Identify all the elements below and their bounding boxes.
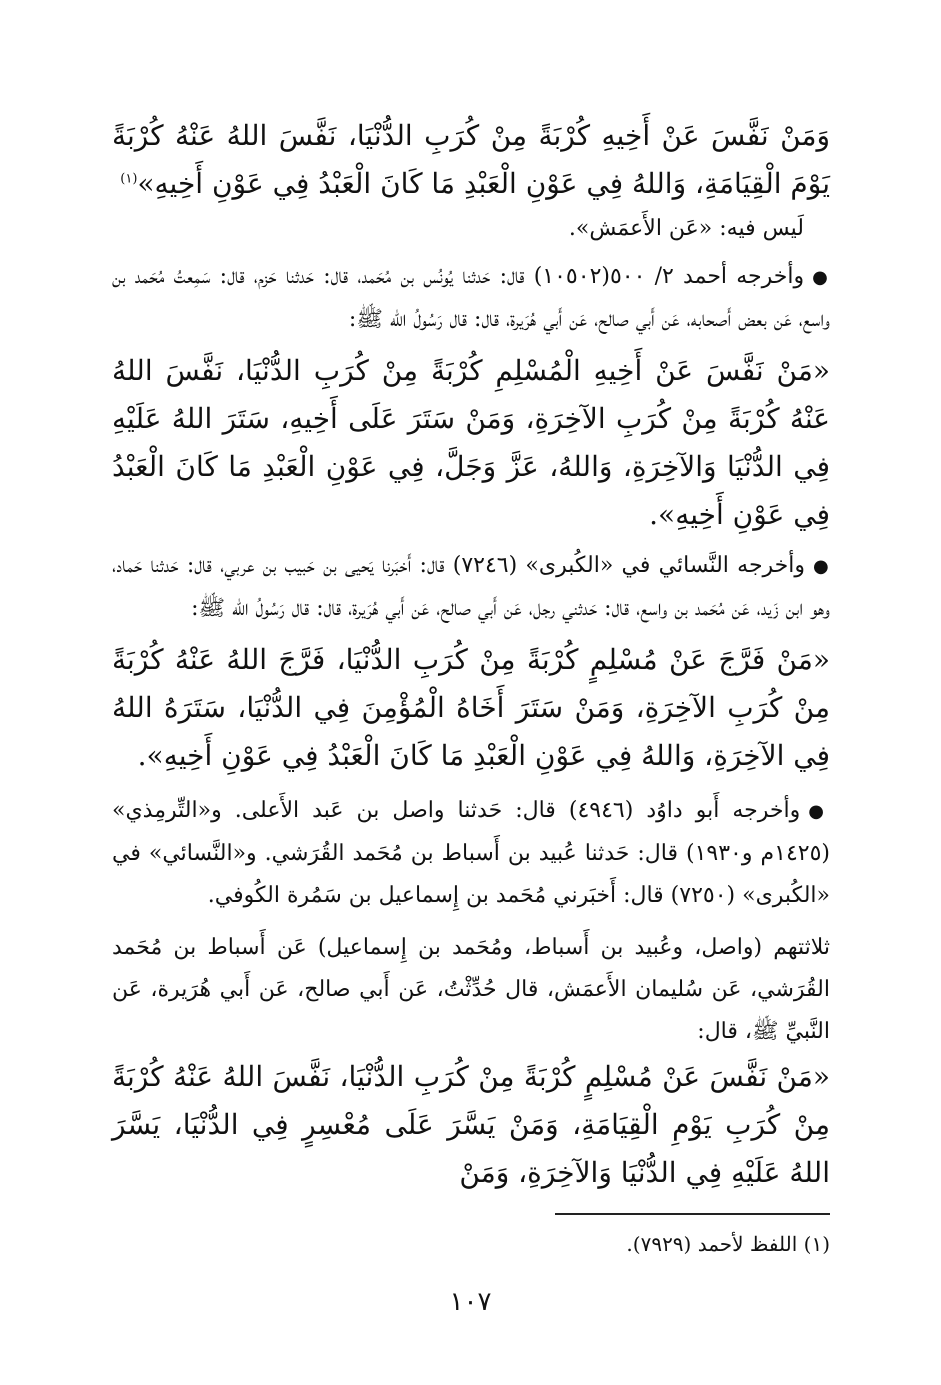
narration-abu-dawud-text: وأخرجه أَبو داوُد (٤٩٤٦) قال: حَدثنا واصل بن عَبد الأَعلى. و«التِّرمِذي» (١٤٢٥م و١٩٣٠) قال: حَدثنا عُبيد بن أَسباط بن مُحَمد القُرَشي. و«النَّسائي» في «الكُبرى» (٧٢٥٠) قال: أَخبَرني مُحَمد بن إِسماعيل بن سَمُرة الكُوفي. bbox=[112, 798, 830, 908]
page-number: ١٠٧ bbox=[449, 1287, 492, 1317]
narration-abu-dawud bbox=[112, 790, 830, 917]
narration-ahmad bbox=[112, 256, 830, 341]
bullet-icon: ● bbox=[812, 267, 830, 288]
bullet-icon: ● bbox=[808, 801, 830, 822]
narration-nasai bbox=[112, 545, 830, 630]
note-line: لَيس فيه: «عَن الأَعمَش». bbox=[568, 216, 804, 241]
footnote-divider bbox=[555, 1213, 830, 1215]
footnote-reference[interactable]: (١) bbox=[120, 171, 138, 187]
narration-ahmad-text: وأخرجه أحمد ٢/ ٥٠٠(١٠٥٠٢) قال: حَدثنا يُونُس بن مُحَمد، قال: حَدثنا حَزم، قال: سَمِعتُ مُحَمد بن واسع، عَن بعض أَصحابه، عَن أَبي صالح، عَن أَبي هُرَيرة، قال: قال رَسُولُ الله ﷺ: bbox=[112, 264, 830, 332]
narration-chain: ثلاثتهم (واصل، وعُبيد بن أَسباط، ومُحَمد بن إِسماعيل) عَن أَسباط بن مُحَمد القُرَشي، عَن سُليمان الأَعمَش، قال حُدِّثْتُ، عَن أَبي صالح، عَن أَبي هُرَيرة، عَن النَّبيِّ ﷺ، قال: bbox=[112, 935, 830, 1044]
bullet-icon: ● bbox=[813, 556, 830, 577]
footnote: (١) اللفظ لأحمد (٧٩٢٩). bbox=[626, 1232, 830, 1256]
page-body bbox=[112, 112, 830, 1197]
hadith-text-1 bbox=[112, 112, 830, 208]
hadith-text-4: «مَنْ نَفَّسَ عَنْ مُسْلِمٍ كُرْبَةً مِنْ كُرَبِ الدُّنْيَا، نَفَّسَ اللهُ عَنْهُ كُرْبَةً مِنْ كُرَبِ يَوْمِ الْقِيَامَةِ، وَمَنْ يَسَّرَ عَلَى مُعْسِرٍ فِي الدُّنْيَا، يَسَّرَ اللهُ عَلَيْهِ فِي الدُّنْيَا وَالآخِرَةِ، وَمَنْ bbox=[112, 1060, 830, 1189]
hadith-text-1-content: وَمَنْ نَفَّسَ عَنْ أَخِيهِ كُرْبَةً مِنْ كُرَبِ الدُّنْيَا، نَفَّسَ اللهُ عَنْهُ كُرْبَةً يَوْمَ الْقِيَامَةِ، وَاللهُ فِي عَوْنِ الْعَبْدِ مَا كَانَ الْعَبْدُ فِي عَوْنِ أَخِيهِ» bbox=[112, 119, 830, 200]
hadith-text-2: «مَنْ نَفَّسَ عَنْ أَخِيهِ الْمُسْلِمِ كُرْبَةً مِنْ كُرَبِ الدُّنْيَا، نَفَّسَ اللهُ عَنْهُ كُرْبَةً مِنْ كُرَبِ الآخِرَةِ، وَمَنْ سَتَرَ عَلَى أَخِيهِ، سَتَرَ اللهُ عَلَيْهِ فِي الدُّنْيَا وَالآخِرَةِ، وَاللهُ، عَزَّ وَجَلَّ، فِي عَوْنِ الْعَبْدِ مَا كَانَ الْعَبْدُ فِي عَوْنِ أَخِيهِ». bbox=[112, 354, 830, 531]
narration-nasai-text: وأخرجه النَّسائي في «الكُبرى» (٧٢٤٦) قال: أَخبَرنا يَحيى بن حَبيب بن عربي، قال: حَدثنا حَماد، وهو ابن زَيد، عَن مُحَمد بن واسع، قال: حَدثني رجل، عَن أَبي صالح، عَن أَبي هُرَيرة، قال: قال رَسُولُ الله ﷺ: bbox=[112, 553, 830, 621]
hadith-text-3: «مَنْ فَرَّجَ عَنْ مُسْلِمٍ كُرْبَةً مِنْ كُرَبِ الدُّنْيَا، فَرَّجَ اللهُ عَنْهُ كُرْبَةً مِنْ كُرَبِ الآخِرَةِ، وَمَنْ سَتَرَ أَخَاهُ الْمُؤْمِنَ فِي الدُّنْيَا، سَتَرَهُ اللهُ فِي الآخِرَةِ، وَاللهُ فِي عَوْنِ الْعَبْدِ مَا كَانَ الْعَبْدُ فِي عَوْنِ أَخِيهِ». bbox=[112, 643, 830, 772]
